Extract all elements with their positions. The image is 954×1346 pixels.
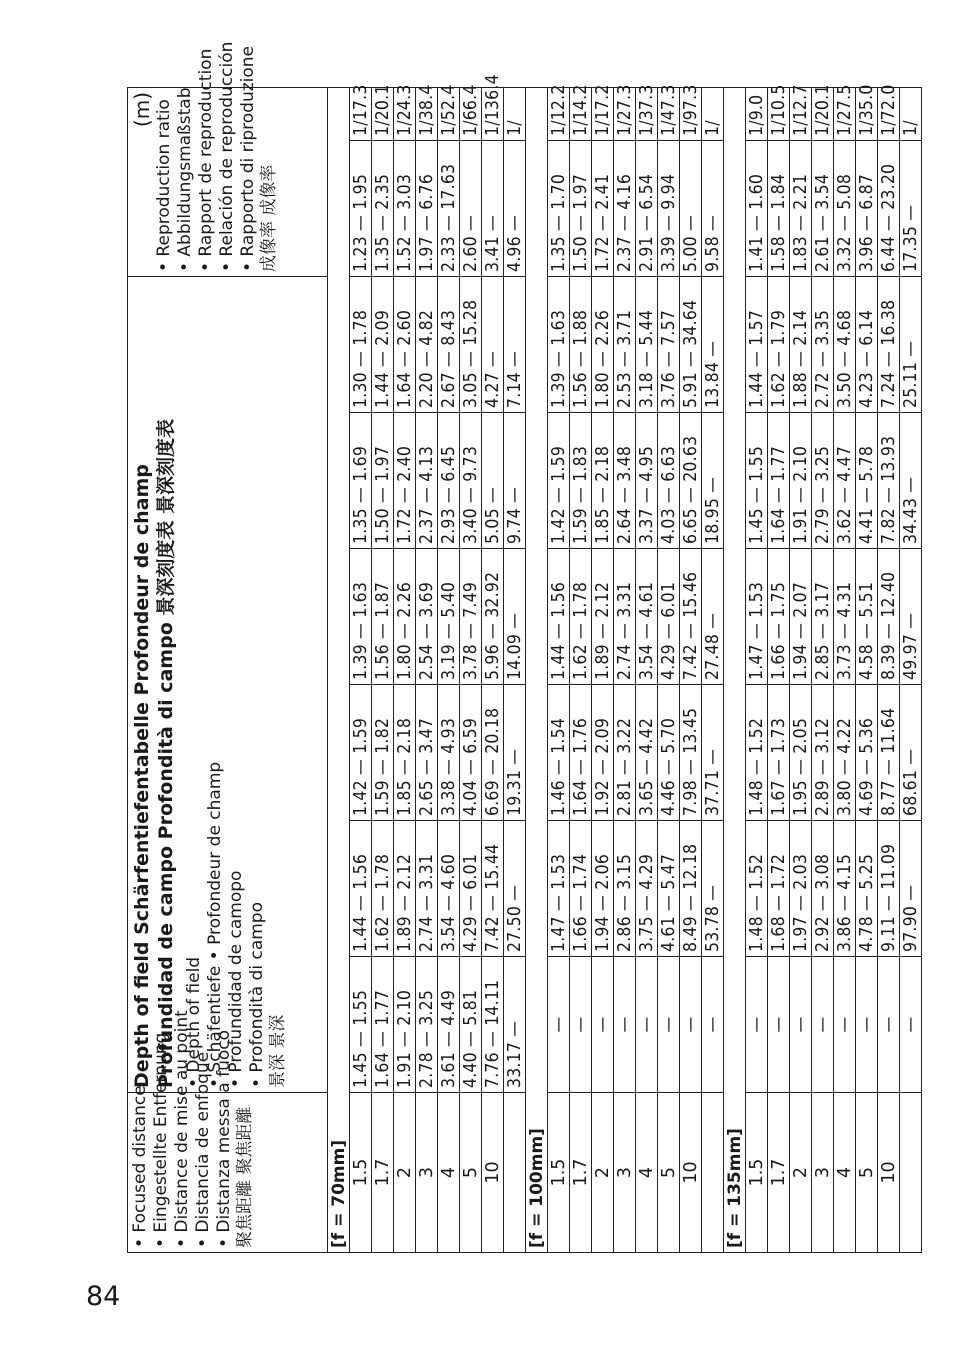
ratio-header-line: • Rapport de reproduction bbox=[196, 48, 216, 272]
dof-cell: 4.40 — 5.81 bbox=[460, 957, 482, 1093]
ratio-cell: 1/35.0 bbox=[856, 87, 878, 140]
dof-header-line: • Profondità di campo bbox=[247, 902, 267, 1088]
dof-cell: 1.68 — 1.72 bbox=[768, 821, 790, 957]
distance-cell: 1.5 bbox=[350, 1093, 372, 1253]
dof-cell: 1.35 — 1.70 bbox=[548, 141, 570, 277]
dof-cell: 7.24 — 16.38 bbox=[878, 277, 900, 413]
table-row bbox=[372, 87, 394, 1252]
dof-cell: 17.35 — bbox=[900, 141, 922, 277]
distance-header-line: • Distancia de enfoque bbox=[193, 1051, 213, 1248]
dof-cell: 1.50 — 1.97 bbox=[570, 141, 592, 277]
dof-cell: 1.64 — 1.76 bbox=[570, 685, 592, 821]
dof-cell: — bbox=[614, 957, 636, 1093]
dof-cell: 3.32 — 5.08 bbox=[834, 141, 856, 277]
ratio-cell: 1/17.3 bbox=[350, 87, 372, 140]
dof-cell: 2.81 — 3.22 bbox=[614, 685, 636, 821]
dof-cell: 2.74 — 3.31 bbox=[614, 549, 636, 685]
dof-cell: 68.61 — bbox=[900, 685, 922, 821]
table-row bbox=[900, 87, 922, 1252]
distance-header-line: • Eingestellte Entfernung bbox=[151, 1032, 171, 1248]
ratio-cell: 1/20.1 bbox=[812, 87, 834, 140]
distance-cell bbox=[702, 1093, 724, 1253]
unit-label: (m) bbox=[130, 91, 154, 128]
dof-header-text bbox=[184, 281, 289, 1088]
dof-cell: — bbox=[878, 957, 900, 1093]
dof-cell: — bbox=[548, 957, 570, 1093]
ratio-cell: 1/66.4 bbox=[460, 87, 482, 140]
dof-cell: 3.65 — 4.42 bbox=[636, 685, 658, 821]
section-label: [f = 135mm] bbox=[724, 87, 746, 1252]
distance-cell: 5 bbox=[460, 1093, 482, 1253]
ratio-cell: 1/10.5 bbox=[768, 87, 790, 140]
dof-cell: — bbox=[592, 957, 614, 1093]
distance-cell: 10 bbox=[482, 1093, 504, 1253]
ratio-cell: 1/ bbox=[702, 87, 724, 140]
section-row bbox=[526, 87, 548, 1252]
dof-cell: 19.31 — bbox=[504, 685, 526, 821]
ratio-cell: 1/47.3 bbox=[658, 87, 680, 140]
dof-cell: 1.66 — 1.74 bbox=[570, 821, 592, 957]
dof-cell: 7.98 — 13.45 bbox=[680, 685, 702, 821]
dof-cell: 1.64 — 1.77 bbox=[372, 957, 394, 1093]
dof-cell: 1.85 — 2.18 bbox=[592, 413, 614, 549]
dof-cell: 2.54 — 3.69 bbox=[416, 549, 438, 685]
dof-cell: 3.18 — 5.44 bbox=[636, 277, 658, 413]
table-row bbox=[570, 87, 592, 1252]
dof-cell: 2.37 — 4.16 bbox=[614, 141, 636, 277]
distance-cell: 1.7 bbox=[570, 1093, 592, 1253]
ratio-cell: 1/20.1 bbox=[372, 87, 394, 140]
dof-cell: 1.50 — 1.97 bbox=[372, 413, 394, 549]
dof-cell: 3.40 — 9.73 bbox=[460, 413, 482, 549]
dof-cell: 2.33 — 17.63 bbox=[438, 141, 460, 277]
ratio-cell: 1/72.0 bbox=[878, 87, 900, 140]
section-label: [f = 100mm] bbox=[526, 87, 548, 1252]
distance-cell: 1.5 bbox=[548, 1093, 570, 1253]
dof-cell: 6.65 — 20.63 bbox=[680, 413, 702, 549]
distance-header-line: • Focused distance bbox=[130, 1085, 150, 1248]
dof-cell: 6.44 — 23.20 bbox=[878, 141, 900, 277]
distance-cell: 3 bbox=[614, 1093, 636, 1253]
dof-cell: 3.86 — 4.15 bbox=[834, 821, 856, 957]
dof-cell: 4.78 — 5.25 bbox=[856, 821, 878, 957]
dof-cell: 1.62 — 1.79 bbox=[768, 277, 790, 413]
dof-cell: 4.23 — 6.14 bbox=[856, 277, 878, 413]
dof-cell: 2.74 — 3.31 bbox=[416, 821, 438, 957]
ratio-cell: 1/9.0 bbox=[746, 87, 768, 140]
dof-header bbox=[128, 277, 328, 1093]
dof-cell: 3.05 — 15.28 bbox=[460, 277, 482, 413]
dof-cell: 3.54 — 4.61 bbox=[636, 549, 658, 685]
dof-cell: 1.46 — 1.54 bbox=[548, 685, 570, 821]
table-row bbox=[702, 87, 724, 1252]
ratio-cell: 1/ bbox=[900, 87, 922, 140]
ratio-cell: 1/97.3 bbox=[680, 87, 702, 140]
dof-header-line: • Depth of field bbox=[184, 956, 204, 1088]
dof-cell: 1.48 — 1.52 bbox=[746, 685, 768, 821]
dof-cell: 4.58 — 5.51 bbox=[856, 549, 878, 685]
dof-header-line: • Profundidad de camopo bbox=[226, 870, 246, 1088]
dof-cell: 4.04 — 6.59 bbox=[460, 685, 482, 821]
dof-cell: 4.27 — bbox=[482, 277, 504, 413]
table-row bbox=[592, 87, 614, 1252]
dof-cell: 4.69 — 5.36 bbox=[856, 685, 878, 821]
ratio-header-line: 成像率 成像率 bbox=[259, 164, 279, 272]
distance-header-line: • Distanza messa a fuoco bbox=[214, 1030, 234, 1248]
dof-cell: 4.41 — 5.78 bbox=[856, 413, 878, 549]
dof-cell: 1.48 — 1.52 bbox=[746, 821, 768, 957]
dof-cell: 3.61 — 4.49 bbox=[438, 957, 460, 1093]
dof-cell: 9.74 — bbox=[504, 413, 526, 549]
dof-cell: 5.00 — bbox=[680, 141, 702, 277]
ratio-cell: 1/17.2 bbox=[592, 87, 614, 140]
ratio-header bbox=[128, 41, 328, 276]
dof-cell: — bbox=[702, 957, 724, 1093]
dof-cell: — bbox=[790, 957, 812, 1093]
table-row bbox=[416, 87, 438, 1252]
distance-cell: 2 bbox=[592, 1093, 614, 1253]
dof-cell: 1.30 — 1.78 bbox=[350, 277, 372, 413]
dof-cell: 25.11 — bbox=[900, 277, 922, 413]
dof-cell: — bbox=[834, 957, 856, 1093]
distance-cell: 4 bbox=[636, 1093, 658, 1253]
dof-cell: — bbox=[570, 957, 592, 1093]
dof-cell: 3.41 — bbox=[482, 141, 504, 277]
distance-cell: 4 bbox=[834, 1093, 856, 1253]
dof-cell: — bbox=[680, 957, 702, 1093]
dof-cell: 1.94 — 2.07 bbox=[790, 549, 812, 685]
dof-cell: — bbox=[900, 957, 922, 1093]
dof-cell: 2.20 — 4.82 bbox=[416, 277, 438, 413]
dof-cell: — bbox=[636, 957, 658, 1093]
dof-cell: 1.44 — 1.56 bbox=[548, 549, 570, 685]
distance-cell: 1.7 bbox=[768, 1093, 790, 1253]
dof-cell: 2.86 — 3.15 bbox=[614, 821, 636, 957]
table-row bbox=[482, 87, 504, 1252]
dof-cell: 8.49 — 12.18 bbox=[680, 821, 702, 957]
dof-cell: 4.03 — 6.63 bbox=[658, 413, 680, 549]
dof-cell: 1.66 — 1.75 bbox=[768, 549, 790, 685]
dof-cell: 1.97 — 6.76 bbox=[416, 141, 438, 277]
table-row bbox=[438, 87, 460, 1252]
dof-cell: 1.42 — 1.59 bbox=[350, 685, 372, 821]
ratio-cell: 1/14.2 bbox=[570, 87, 592, 140]
ratio-header-line: • Abbildungsmaßstab bbox=[175, 87, 195, 272]
dof-cell: 4.61 — 5.47 bbox=[658, 821, 680, 957]
ratio-cell: 1/ bbox=[504, 87, 526, 140]
table-row bbox=[460, 87, 482, 1252]
dof-cell: 2.78 — 3.25 bbox=[416, 957, 438, 1093]
dof-cell: 34.43 — bbox=[900, 413, 922, 549]
distance-cell: 3 bbox=[416, 1093, 438, 1253]
dof-cell: 2.72 — 3.35 bbox=[812, 277, 834, 413]
dof-cell: 3.19 — 5.40 bbox=[438, 549, 460, 685]
dof-cell: 2.92 — 3.08 bbox=[812, 821, 834, 957]
dof-cell: 5.96 — 32.92 bbox=[482, 549, 504, 685]
dof-cell: 4.29 — 6.01 bbox=[460, 821, 482, 957]
ratio-header-line: • Rapporto di riproduzione bbox=[238, 45, 258, 272]
dof-cell: 1.56 — 1.88 bbox=[570, 277, 592, 413]
table-row bbox=[636, 87, 658, 1252]
dof-cell: 1.94 — 2.06 bbox=[592, 821, 614, 957]
table-row bbox=[812, 87, 834, 1252]
table-row bbox=[658, 87, 680, 1252]
dof-cell: 2.91 — 6.54 bbox=[636, 141, 658, 277]
dof-cell: 37.71 — bbox=[702, 685, 724, 821]
distance-cell: 10 bbox=[680, 1093, 702, 1253]
table-row bbox=[834, 87, 856, 1252]
dof-cell: 1.95 — 2.05 bbox=[790, 685, 812, 821]
dof-cell: 3.76 — 7.57 bbox=[658, 277, 680, 413]
dof-cell: 1.44 — 1.57 bbox=[746, 277, 768, 413]
dof-cell: 5.05 — bbox=[482, 413, 504, 549]
dof-cell: 1.89 — 2.12 bbox=[394, 821, 416, 957]
dof-cell: 8.77 — 11.64 bbox=[878, 685, 900, 821]
dof-cell: 9.58 — bbox=[702, 141, 724, 277]
table-row bbox=[548, 87, 570, 1252]
table-row bbox=[680, 87, 702, 1252]
dof-cell: 1.72 — 2.41 bbox=[592, 141, 614, 277]
dof-cell: 1.72 — 2.40 bbox=[394, 413, 416, 549]
dof-cell: 53.78 — bbox=[702, 821, 724, 957]
dof-cell: 6.69 — 20.18 bbox=[482, 685, 504, 821]
dof-cell: 7.76 — 14.11 bbox=[482, 957, 504, 1093]
dof-cell: 3.38 — 4.93 bbox=[438, 685, 460, 821]
ratio-header-line: • Reproduction ratio bbox=[154, 99, 174, 272]
table-row bbox=[614, 87, 636, 1252]
dof-cell: 1.85 — 2.18 bbox=[394, 685, 416, 821]
dof-cell: — bbox=[856, 957, 878, 1093]
dof-cell: 5.91 — 34.64 bbox=[680, 277, 702, 413]
dof-cell: — bbox=[812, 957, 834, 1093]
table-title bbox=[130, 281, 178, 1088]
ratio-cell: 1/37.3 bbox=[636, 87, 658, 140]
dof-cell: 1.59 — 1.82 bbox=[372, 685, 394, 821]
dof-cell: 3.54 — 4.60 bbox=[438, 821, 460, 957]
dof-cell: 1.52 — 3.03 bbox=[394, 141, 416, 277]
dof-cell: 27.48 — bbox=[702, 549, 724, 685]
dof-cell: 1.35 — 2.35 bbox=[372, 141, 394, 277]
dof-cell: 3.73 — 4.31 bbox=[834, 549, 856, 685]
dof-cell: — bbox=[768, 957, 790, 1093]
distance-cell: 4 bbox=[438, 1093, 460, 1253]
dof-cell: 33.17 — bbox=[504, 957, 526, 1093]
dof-cell: 1.41 — 1.60 bbox=[746, 141, 768, 277]
dof-cell: 1.45 — 1.55 bbox=[350, 957, 372, 1093]
dof-cell: — bbox=[658, 957, 680, 1093]
dof-cell: 3.37 — 4.95 bbox=[636, 413, 658, 549]
distance-cell: 5 bbox=[658, 1093, 680, 1253]
dof-cell: 1.88 — 2.14 bbox=[790, 277, 812, 413]
section-label: [f = 70mm] bbox=[328, 87, 350, 1252]
dof-cell: 1.39 — 1.63 bbox=[548, 277, 570, 413]
dof-cell: 97.90 — bbox=[900, 821, 922, 957]
ratio-cell: 1/27.3 bbox=[614, 87, 636, 140]
dof-cell: 1.62 — 1.78 bbox=[570, 549, 592, 685]
ratio-cell: 1/38.4 bbox=[416, 87, 438, 140]
title-line-1: Depth of field Schärfentiefentabelle Profondeur de champ bbox=[131, 464, 153, 1088]
distance-cell: 10 bbox=[878, 1093, 900, 1253]
ratio-header-line: • Relación de reproducción bbox=[217, 41, 237, 272]
dof-cell: 8.39 — 12.40 bbox=[878, 549, 900, 685]
dof-cell: 18.95 — bbox=[702, 413, 724, 549]
dof-cell: 2.53 — 3.71 bbox=[614, 277, 636, 413]
ratio-cell: 1/27.5 bbox=[834, 87, 856, 140]
dof-header-line: 景深 景深 bbox=[268, 1014, 288, 1088]
dof-cell: 1.39 — 1.63 bbox=[350, 549, 372, 685]
dof-cell: 13.84 — bbox=[702, 277, 724, 413]
distance-cell: 1.7 bbox=[372, 1093, 394, 1253]
dof-cell: 7.42 — 15.46 bbox=[680, 549, 702, 685]
table-row bbox=[350, 87, 372, 1252]
dof-cell: 3.96 — 6.87 bbox=[856, 141, 878, 277]
dof-cell: 1.47 — 1.53 bbox=[548, 821, 570, 957]
dof-cell: 4.96 — bbox=[504, 141, 526, 277]
table-row bbox=[790, 87, 812, 1252]
dof-cell: 1.83 — 2.21 bbox=[790, 141, 812, 277]
dof-cell: 2.64 — 3.48 bbox=[614, 413, 636, 549]
distance-cell bbox=[900, 1093, 922, 1253]
dof-cell: 4.29 — 6.01 bbox=[658, 549, 680, 685]
dof-cell: 1.97 — 2.03 bbox=[790, 821, 812, 957]
dof-cell: 2.61 — 3.54 bbox=[812, 141, 834, 277]
dof-cell: — bbox=[746, 957, 768, 1093]
dof-cell: 2.85 — 3.17 bbox=[812, 549, 834, 685]
dof-cell: 2.37 — 4.13 bbox=[416, 413, 438, 549]
distance-header-line: 聚焦距離 聚焦距離 bbox=[235, 1106, 255, 1248]
distance-header-line: • Distance de mise au point bbox=[172, 1010, 192, 1248]
dof-cell: 1.67 — 1.73 bbox=[768, 685, 790, 821]
section-row bbox=[724, 87, 746, 1252]
ratio-cell: 1/136.4 bbox=[482, 87, 504, 140]
dof-cell: 1.44 — 1.56 bbox=[350, 821, 372, 957]
distance-cell: 2 bbox=[790, 1093, 812, 1253]
rotated-table-container bbox=[127, 41, 921, 1253]
dof-cell: 1.44 — 2.09 bbox=[372, 277, 394, 413]
dof-cell: 1.64 — 2.60 bbox=[394, 277, 416, 413]
dof-cell: 1.58 — 1.84 bbox=[768, 141, 790, 277]
table-row bbox=[746, 87, 768, 1252]
dof-cell: 2.67 — 8.43 bbox=[438, 277, 460, 413]
dof-header-line: • Schäfentiefe • Profondeur de champ bbox=[205, 761, 225, 1088]
dof-cell: 1.80 — 2.26 bbox=[592, 277, 614, 413]
dof-cell: 1.23 — 1.95 bbox=[350, 141, 372, 277]
dof-cell: 7.42 — 15.44 bbox=[482, 821, 504, 957]
ratio-header-text bbox=[154, 41, 280, 272]
dof-cell: 3.80 — 4.22 bbox=[834, 685, 856, 821]
ratio-cell: 1/12.2 bbox=[548, 87, 570, 140]
distance-cell: 5 bbox=[856, 1093, 878, 1253]
dof-cell: 1.91 — 2.10 bbox=[790, 413, 812, 549]
dof-cell: 1.47 — 1.53 bbox=[746, 549, 768, 685]
dof-cell: 3.75 — 4.29 bbox=[636, 821, 658, 957]
dof-cell: 1.45 — 1.55 bbox=[746, 413, 768, 549]
dof-cell: 3.39 — 9.94 bbox=[658, 141, 680, 277]
dof-cell: 9.11 — 11.09 bbox=[878, 821, 900, 957]
section-row bbox=[328, 87, 350, 1252]
dof-cell: 2.60 — bbox=[460, 141, 482, 277]
depth-of-field-table bbox=[127, 41, 922, 1253]
dof-cell: 1.89 — 2.12 bbox=[592, 549, 614, 685]
table-row bbox=[856, 87, 878, 1252]
table-row bbox=[394, 87, 416, 1252]
dof-cell: 3.50 — 4.68 bbox=[834, 277, 856, 413]
dof-cell: 1.56 — 1.87 bbox=[372, 549, 394, 685]
dof-cell: 49.97 — bbox=[900, 549, 922, 685]
table-row bbox=[504, 87, 526, 1252]
page-number: 84 bbox=[86, 1281, 121, 1312]
ratio-cell: 1/52.4 bbox=[438, 87, 460, 140]
dof-cell: 1.35 — 1.69 bbox=[350, 413, 372, 549]
dof-cell: 14.09 — bbox=[504, 549, 526, 685]
ratio-cell: 1/24.3 bbox=[394, 87, 416, 140]
dof-cell: 2.65 — 3.47 bbox=[416, 685, 438, 821]
dof-cell: 2.89 — 3.12 bbox=[812, 685, 834, 821]
distance-cell bbox=[504, 1093, 526, 1253]
title-line-2: Profundidad de campo Profondità di campo 景深刻度表 景深刻度表 bbox=[155, 419, 177, 1088]
table-row bbox=[878, 87, 900, 1252]
dof-cell: 1.59 — 1.83 bbox=[570, 413, 592, 549]
dof-cell: 1.80 — 2.26 bbox=[394, 549, 416, 685]
dof-cell: 7.14 — bbox=[504, 277, 526, 413]
header-row bbox=[128, 87, 328, 1252]
dof-cell: 1.42 — 1.59 bbox=[548, 413, 570, 549]
dof-cell: 4.46 — 5.70 bbox=[658, 685, 680, 821]
distance-cell: 3 bbox=[812, 1093, 834, 1253]
dof-cell: 1.62 — 1.78 bbox=[372, 821, 394, 957]
dof-cell: 2.93 — 6.45 bbox=[438, 413, 460, 549]
dof-cell: 2.79 — 3.25 bbox=[812, 413, 834, 549]
dof-cell: 3.78 — 7.49 bbox=[460, 549, 482, 685]
dof-cell: 3.62 — 4.47 bbox=[834, 413, 856, 549]
dof-cell: 27.50 — bbox=[504, 821, 526, 957]
ratio-cell: 1/12.7 bbox=[790, 87, 812, 140]
table-row bbox=[768, 87, 790, 1252]
dof-cell: 1.92 — 2.09 bbox=[592, 685, 614, 821]
dof-cell: 1.91 — 2.10 bbox=[394, 957, 416, 1093]
dof-cell: 1.64 — 1.77 bbox=[768, 413, 790, 549]
dof-cell: 7.82 — 13.93 bbox=[878, 413, 900, 549]
distance-cell: 1.5 bbox=[746, 1093, 768, 1253]
distance-cell: 2 bbox=[394, 1093, 416, 1253]
